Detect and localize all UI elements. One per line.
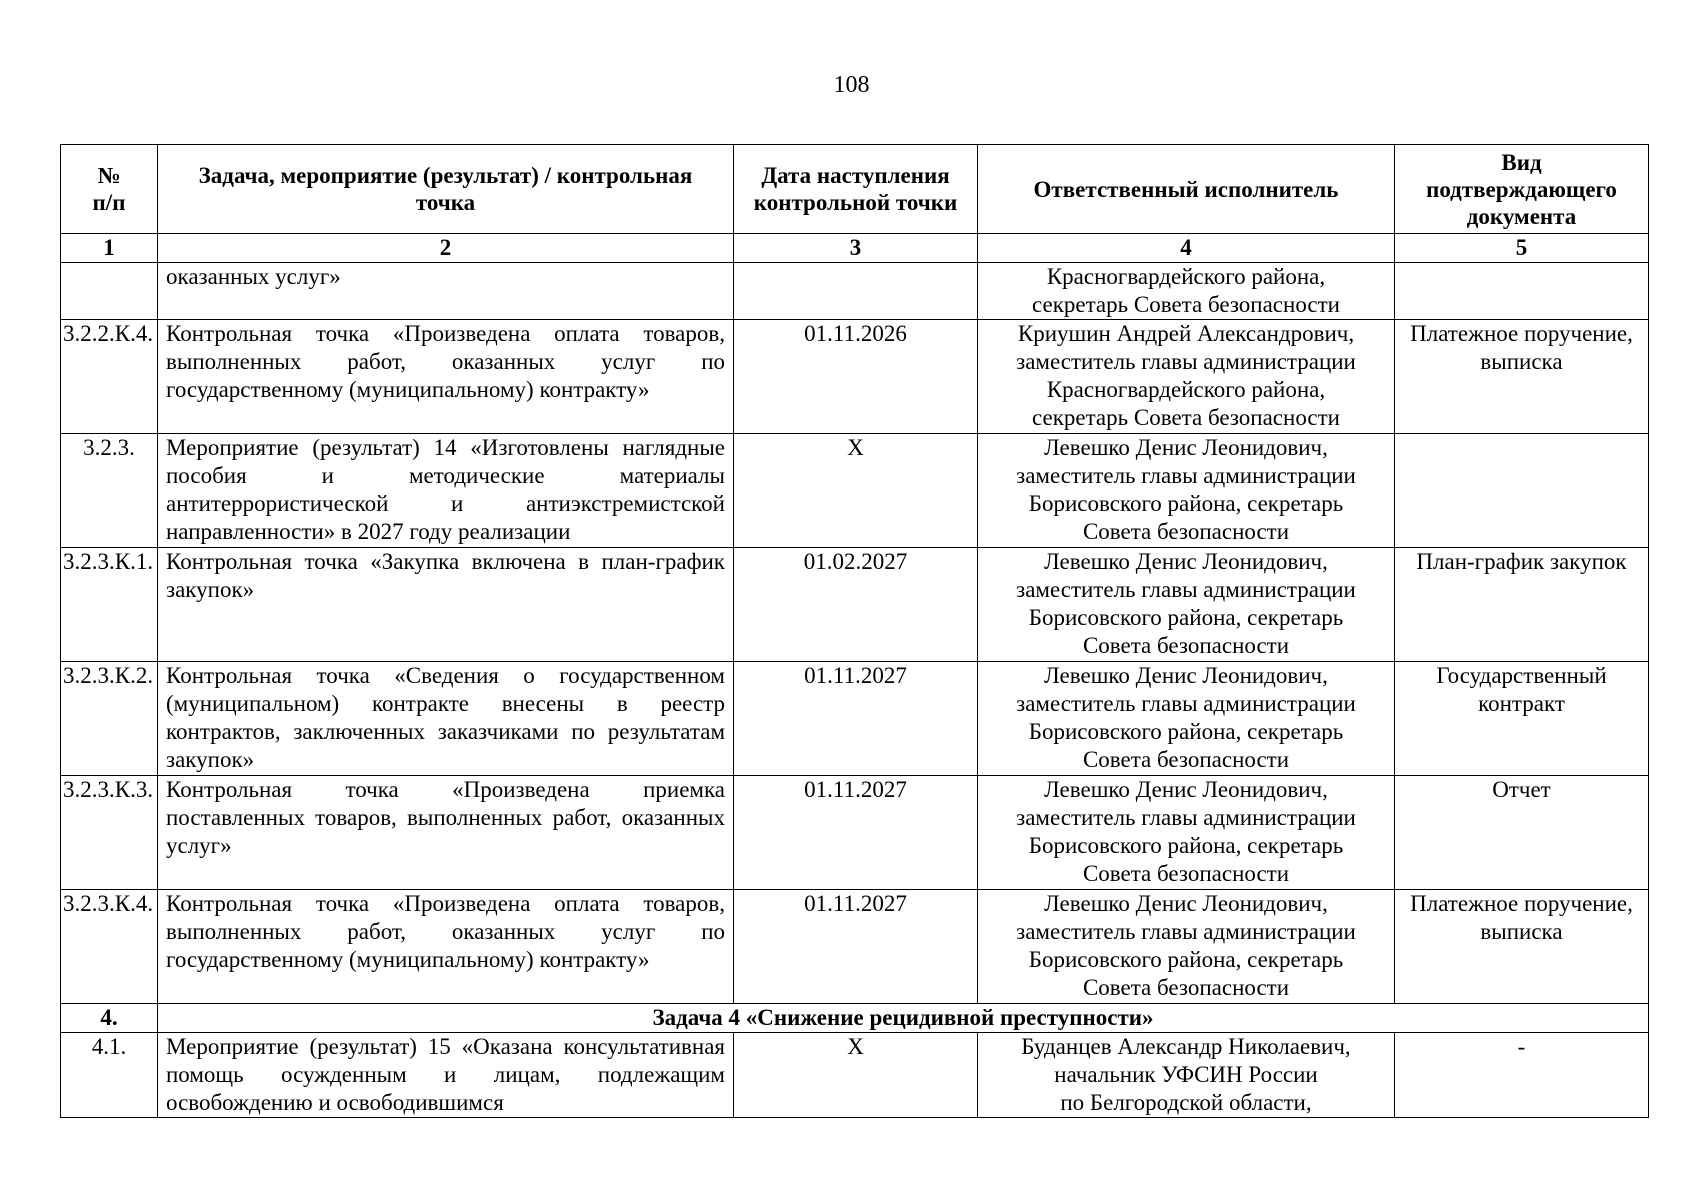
header-task: Задача, мероприятие (результат) / контрольная точка bbox=[158, 145, 734, 234]
row-task: Контрольная точка «Закупка включена в план-график закупок» bbox=[158, 548, 734, 662]
control-points-table bbox=[60, 144, 1649, 1118]
row-date: 01.11.2027 bbox=[734, 662, 978, 776]
row-executor: Криушин Андрей Александрович, заместитель главы администрации Красногвардейского района, секретарь Совета безопасности bbox=[978, 320, 1395, 434]
header-num: № п/п bbox=[61, 145, 158, 234]
table-row bbox=[61, 548, 1649, 662]
page-number: 108 bbox=[833, 72, 870, 98]
header-executor: Ответственный исполнитель bbox=[978, 145, 1395, 234]
row-date: Х bbox=[734, 434, 978, 548]
header-doc: Вид подтверждающего документа bbox=[1395, 145, 1649, 234]
row-number: 3.2.3. bbox=[61, 434, 158, 548]
table-row bbox=[61, 776, 1649, 890]
row-doc: Платежное поручение, выписка bbox=[1395, 890, 1649, 1004]
row-number: 3.2.3.К.2. bbox=[61, 662, 158, 776]
row-date bbox=[734, 263, 978, 320]
row-number: 3.2.3.К.3. bbox=[61, 776, 158, 890]
task-section-title: Задача 4 «Снижение рецидивной преступности» bbox=[158, 1004, 1649, 1033]
row-number: 4.1. bbox=[61, 1033, 158, 1118]
row-doc: - bbox=[1395, 1033, 1649, 1118]
row-doc: План-график закупок bbox=[1395, 548, 1649, 662]
row-executor: Левешко Денис Леонидович, заместитель главы администрации Борисовского района, секретарь Совета безопасности bbox=[978, 548, 1395, 662]
row-doc: Отчет bbox=[1395, 776, 1649, 890]
table-row bbox=[61, 263, 1649, 320]
row-executor: Левешко Денис Леонидович, заместитель главы администрации Борисовского района, секретарь Совета безопасности bbox=[978, 662, 1395, 776]
row-task: Контрольная точка «Произведена приемка поставленных товаров, выполненных работ, оказанных услуг» bbox=[158, 776, 734, 890]
column-number: 2 bbox=[158, 234, 734, 263]
table-row bbox=[61, 662, 1649, 776]
table-row bbox=[61, 434, 1649, 548]
row-executor: Левешко Денис Леонидович, заместитель главы администрации Борисовского района, секретарь Совета безопасности bbox=[978, 890, 1395, 1004]
column-number: 4 bbox=[978, 234, 1395, 263]
table-row bbox=[61, 320, 1649, 434]
table-header-row bbox=[61, 145, 1649, 234]
row-task: Контрольная точка «Произведена оплата товаров, выполненных работ, оказанных услуг по государственному (муниципальному) контракту» bbox=[158, 320, 734, 434]
row-date: 01.11.2027 bbox=[734, 776, 978, 890]
column-numbers-row bbox=[61, 234, 1649, 263]
row-doc: Платежное поручение, выписка bbox=[1395, 320, 1649, 434]
row-task: оказанных услуг» bbox=[158, 263, 734, 320]
column-number: 3 bbox=[734, 234, 978, 263]
row-executor: Левешко Денис Леонидович, заместитель главы администрации Борисовского района, секретарь Совета безопасности bbox=[978, 776, 1395, 890]
row-task: Мероприятие (результат) 14 «Изготовлены наглядные пособия и методические материалы антитеррористической и антиэкстремистской направленности» в 2027 году реализации bbox=[158, 434, 734, 548]
row-doc bbox=[1395, 434, 1649, 548]
row-number: 3.2.3.К.1. bbox=[61, 548, 158, 662]
row-task: Контрольная точка «Произведена оплата товаров, выполненных работ, оказанных услуг по государственному (муниципальному) контракту» bbox=[158, 890, 734, 1004]
row-number: 3.2.3.К.4. bbox=[61, 890, 158, 1004]
task-section-row bbox=[61, 1004, 1649, 1033]
row-executor: Буданцев Александр Николаевич, начальник УФСИН России по Белгородской области, bbox=[978, 1033, 1395, 1118]
row-date: 01.11.2027 bbox=[734, 890, 978, 1004]
row-doc bbox=[1395, 263, 1649, 320]
row-date: 01.11.2026 bbox=[734, 320, 978, 434]
table-row bbox=[61, 1033, 1649, 1118]
header-date: Дата наступления контрольной точки bbox=[734, 145, 978, 234]
column-number: 5 bbox=[1395, 234, 1649, 263]
row-date: Х bbox=[734, 1033, 978, 1118]
row-task: Мероприятие (результат) 15 «Оказана консультативная помощь осужденным и лицам, подлежащим освобождению и освободившимся bbox=[158, 1033, 734, 1118]
row-date: 01.02.2027 bbox=[734, 548, 978, 662]
row-executor: Красногвардейского района, секретарь Совета безопасности bbox=[978, 263, 1395, 320]
row-executor: Левешко Денис Леонидович, заместитель главы администрации Борисовского района, секретарь Совета безопасности bbox=[978, 434, 1395, 548]
row-number: 3.2.2.К.4. bbox=[61, 320, 158, 434]
table-row bbox=[61, 890, 1649, 1004]
row-task: Контрольная точка «Сведения о государственном (муниципальном) контракте внесены в реестр контрактов, заключенных заказчиками по результатам закупок» bbox=[158, 662, 734, 776]
row-doc: Государственный контракт bbox=[1395, 662, 1649, 776]
row-number: 4. bbox=[61, 1004, 158, 1033]
column-number: 1 bbox=[61, 234, 158, 263]
row-number bbox=[61, 263, 158, 320]
